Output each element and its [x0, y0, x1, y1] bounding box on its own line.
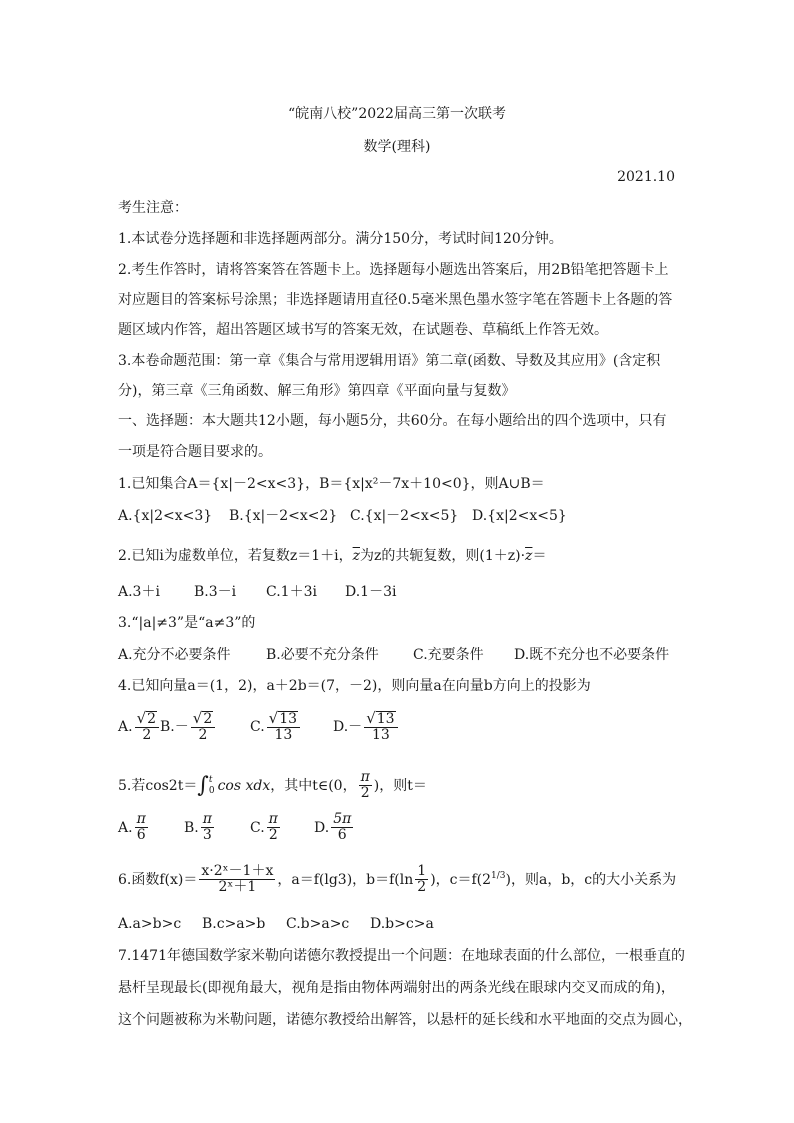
- q1-stem: 1.已知集合A＝{x|－2<x<3}，B＝{x|x²－7x＋10<0}，则A∪B＝: [118, 476, 545, 492]
- q4-option-c: [250, 710, 302, 744]
- section1-line2: 一项是符合题目要求的。: [118, 444, 272, 460]
- note-1: 1.本试卷分选择题和非选择题两部分。满分150分，考试时间120分钟。: [118, 231, 563, 247]
- section1-line1: 一、选择题：本大题共12小题，每小题5分，共60分。在每小题给出的四个选项中，只有: [118, 413, 667, 429]
- q6-option-b: B.c>a>b: [202, 916, 266, 932]
- q5-frac: $\frac{\pi}{2}$: [360, 769, 370, 802]
- q1-option-d: D.{x|2<x<5}: [472, 508, 567, 524]
- q2-zbar-2: $\overline{z}$: [525, 548, 533, 564]
- sqrt-icon: √: [268, 709, 279, 727]
- q4-option-a: [118, 710, 161, 744]
- q6-option-c: C.b>a>c: [286, 916, 350, 932]
- q7-line2: 悬杆呈现最长(即视角最大，视角是指由物体两端射出的两条光线在眼球内交叉而成的角)，: [118, 980, 675, 996]
- q7-line1: 7.1471年德国数学家米勒向诺德尔教授提出一个问题：在地球表面的什么部位，一根垂直的: [118, 948, 685, 964]
- q3-stem: 3.“|a|≠3”是“a≠3”的: [118, 615, 256, 631]
- q4-stem: 4.已知向量a＝(1，2)，a＋2b＝(7，－2)，则向量a在向量b方向上的投影为: [118, 678, 591, 694]
- q2-option-d: D.1－3i: [345, 584, 397, 600]
- sqrt-icon: √: [192, 709, 203, 727]
- q1-option-b: B.{x|－2<x<2}: [229, 508, 338, 524]
- q2-zbar: $\overline{z}$: [352, 548, 360, 564]
- sqrt-icon: √: [366, 709, 376, 727]
- q4-option-c-frac: $\frac{√13}{13}$: [267, 710, 300, 744]
- sqrt-icon: √: [136, 709, 147, 727]
- q2-option-a: A.3＋i: [118, 584, 160, 600]
- q6-stem: [118, 864, 676, 896]
- q2-option-b: B.3－i: [194, 584, 237, 600]
- q6-stem-c: )，c＝f(2: [430, 871, 492, 888]
- note-2c: 题区域内作答，超出答题区域书写的答案无效，在试题卷、草稿纸上作答无效。: [118, 322, 608, 338]
- q5-option-d: D. $\frac{5\pi}{6}$: [314, 811, 352, 844]
- exam-subject: 数学(理科): [363, 139, 431, 155]
- q2-stem-a: 2.已知i为虚数单位，若复数z＝1＋i，: [118, 548, 353, 564]
- exam-date: 2021.10: [617, 169, 675, 185]
- q1-option-c: C.{x|－2<x<5}: [350, 508, 459, 524]
- q6-option-a: A.a>b>c: [118, 916, 182, 932]
- q6-c-exponent: 1/3: [491, 871, 506, 882]
- q5-stem: [118, 770, 427, 802]
- note-3b: 分)，第三章《三角函数、解三角形》第四章《平面向量与复数》: [118, 383, 516, 399]
- q6-option-d: D.b>c>a: [370, 916, 434, 932]
- q4-option-d-label: D.－: [333, 718, 363, 735]
- note-3a: 3.本卷命题范围：第一章《集合与常用逻辑用语》第二章(函数、导数及其应用》(含定积: [118, 353, 661, 369]
- q6-stem-b: ，a＝f(lg3)，b＝f(ln: [277, 871, 414, 888]
- q5-stem-a: 5.若cos2t＝: [118, 777, 198, 794]
- q6-func-frac: $\frac{\text{x·2ˣ－1＋x}}{\text{2ˣ＋1}}$: [201, 863, 274, 896]
- q4-option-a-frac: $\frac{√2}{2}$: [135, 710, 159, 744]
- q1-option-a: A.{x|2<x<3}: [118, 508, 213, 524]
- q7-line3: 这个问题被称为米勒问题，诺德尔教授给出解答，以悬杆的延长线和水平地面的交点为圆心，: [118, 1012, 692, 1028]
- q2-option-c: C.1＋3i: [266, 584, 317, 600]
- q6-b-frac: $\frac{1}{2}$: [417, 863, 427, 896]
- integral-icon: ∫: [197, 772, 209, 798]
- q5-integrand: cos xdx: [217, 777, 271, 794]
- q4-option-d-frac: $\frac{√13}{13}$: [364, 710, 397, 744]
- note-2a: 2.考生作答时，请将答案答在答题卡上。选择题每小题选出答案后，用2B铅笔把答题卡上: [118, 262, 669, 278]
- q4-option-b-frac: $\frac{√2}{2}$: [191, 710, 215, 744]
- q4-option-b-label: B.－: [160, 718, 189, 735]
- q5-stem-b: ，其中t∈(0，: [270, 777, 357, 794]
- q3-option-d: D.既不充分也不必要条件: [514, 647, 670, 663]
- q5-option-b: B. $\frac{\pi}{3}$: [184, 811, 212, 844]
- q3-option-b: B.必要不充分条件: [266, 647, 379, 663]
- q4-option-d: [333, 710, 400, 744]
- q4-option-a-label: A.: [118, 718, 133, 735]
- q5-option-c: C. $\frac{\pi}{2}$: [250, 811, 278, 844]
- q2-stem-c: ＝: [532, 548, 547, 564]
- q2-stem-b: 为z的共轭复数，则(1＋z)·: [360, 548, 526, 564]
- q3-option-a: A.充分不必要条件: [118, 647, 231, 663]
- q5-stem-c: )，则t＝: [373, 777, 427, 794]
- q6-stem-d: )，则a，b，c的大小关系为: [505, 871, 677, 888]
- q3-option-c: C.充要条件: [413, 647, 484, 663]
- note-2b: 对应题目的答案标号涂黑；非选择题请用直径0.5毫米黑色墨水签字笔在答题卡上各题的答: [118, 292, 673, 308]
- q4-option-c-label: C.: [250, 718, 265, 735]
- q2-stem: [118, 546, 546, 566]
- notes-heading: 考生注意：: [118, 200, 188, 216]
- exam-title: “皖南八校”2022届高三第一次联考: [288, 106, 506, 122]
- q6-stem-a: 6.函数f(x)＝: [118, 871, 198, 888]
- q5-int-limits: t 0: [208, 774, 215, 796]
- q5-option-a: A. $\frac{\pi}{6}$: [118, 811, 146, 844]
- q4-option-b: [160, 710, 217, 744]
